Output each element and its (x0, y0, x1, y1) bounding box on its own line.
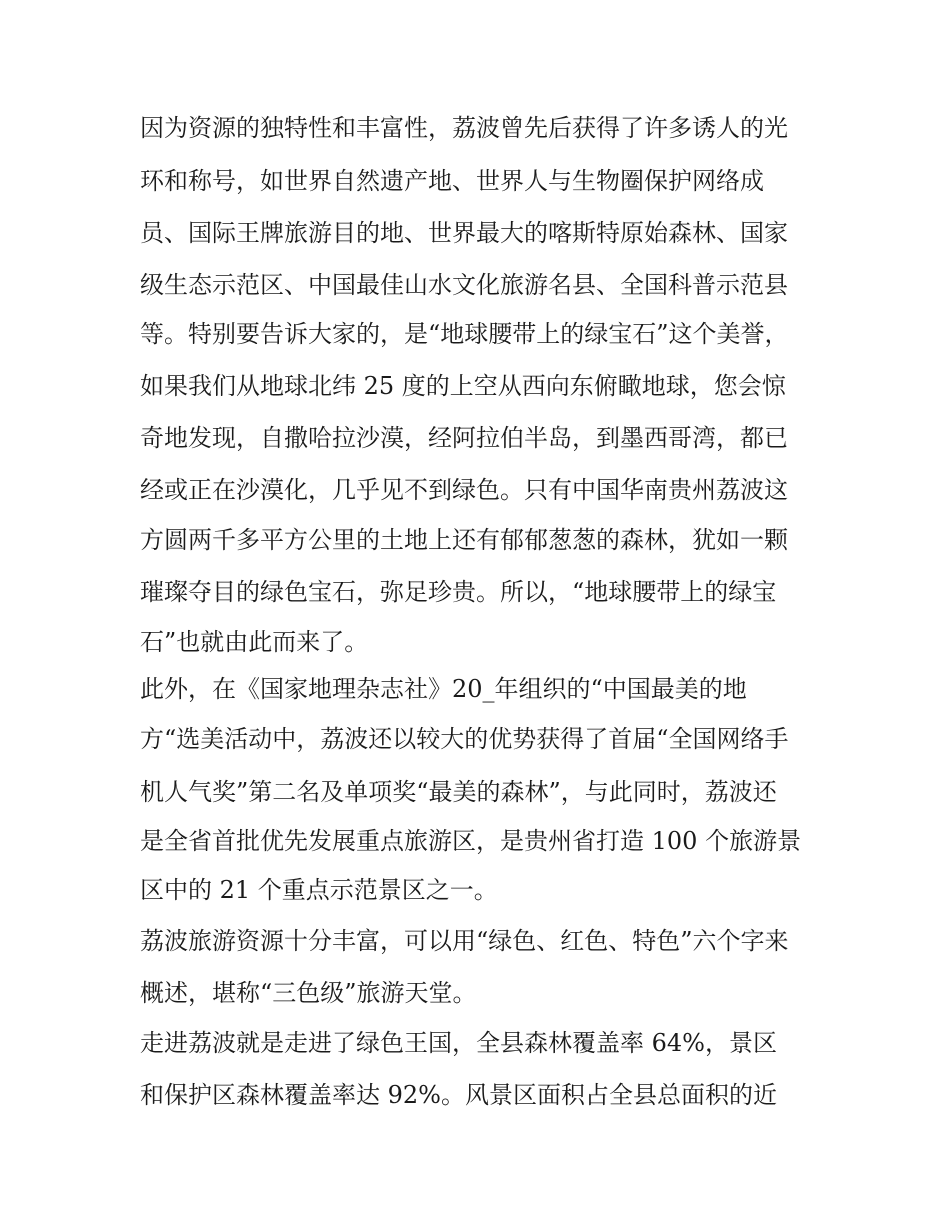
text-line: 荔波旅游资源十分丰富，可以用“绿色、红色、特色”六个字来 (140, 927, 789, 955)
text-line: 等。特别要告诉大家的，是“地球腰带上的绿宝石”这个美誉， (140, 320, 789, 348)
text-line: 概述，堪称“三色级”旅游天堂。 (140, 979, 477, 1007)
text-line: 璀璨夺目的绿色宝石，弥足珍贵。所以，“地球腰带上的绿宝 (140, 578, 777, 606)
text-line: 此外，在《国家地理杂志社》20_年组织的“中国最美的地 (140, 675, 747, 703)
text-line: 和保护区森林覆盖率达 92%。风景区面积占全县总面积的近 (140, 1081, 777, 1109)
text-line: 如果我们从地球北纬 25 度的上空从西向东俯瞰地球，您会惊 (140, 372, 786, 400)
text-line: 环和称号，如世界自然遗产地、世界人与生物圈保护网络成 (140, 167, 764, 195)
text-line: 方圆两千多平方公里的土地上还有郁郁葱葱的森林，犹如一颗 (140, 526, 788, 554)
text-line: 走进荔波就是走进了绿色王国，全县森林覆盖率 64%，景区 (140, 1029, 777, 1057)
text-line: 经或正在沙漠化，几乎见不到绿色。只有中国华南贵州荔波这 (140, 476, 788, 504)
text-line: 员、国际王牌旅游目的地、世界最大的喀斯特原始森林、国家 (140, 219, 788, 247)
text-line: 区中的 21 个重点示范景区之一。 (140, 876, 498, 904)
text-line: 因为资源的独特性和丰富性，荔波曾先后获得了许多诱人的光 (140, 114, 788, 142)
text-line: 级生态示范区、中国最佳山水文化旅游名县、全国科普示范县 (140, 271, 788, 299)
text-line: 方“选美活动中，荔波还以较大的优势获得了首届“全国网络手 (140, 725, 789, 753)
text-line: 奇地发现，自撒哈拉沙漠，经阿拉伯半岛，到墨西哥湾，都已 (140, 424, 788, 452)
text-line: 石”也就由此而来了。 (140, 628, 369, 656)
text-line: 是全省首批优先发展重点旅游区，是贵州省打造 100 个旅游景 (140, 827, 802, 855)
text-line: 机人气奖”第二名及单项奖“最美的森林”，与此同时，荔波还 (140, 778, 777, 806)
